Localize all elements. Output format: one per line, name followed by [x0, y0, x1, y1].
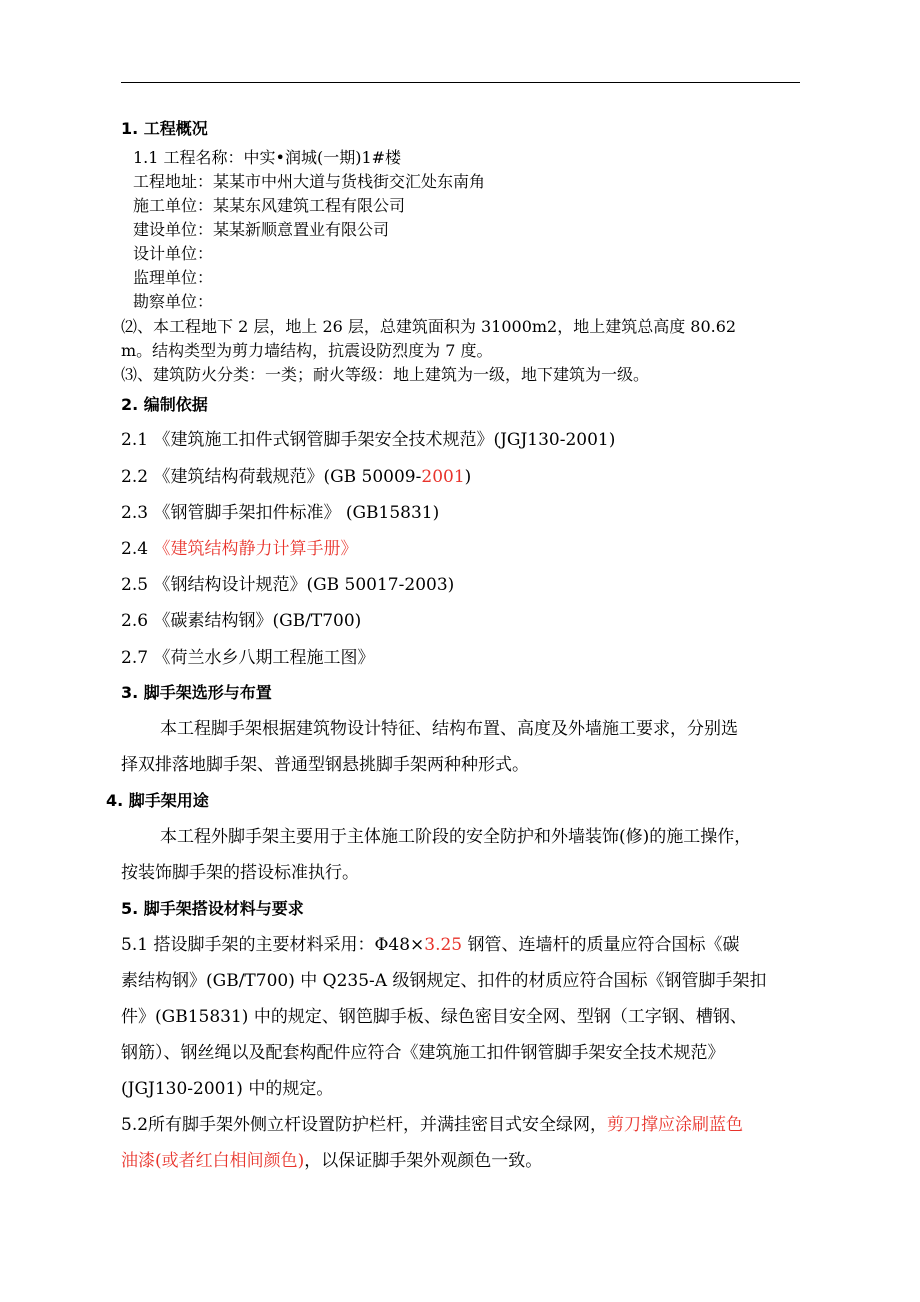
- materials-line-1: 5.1 搭设脚手架的主要材料采用：Φ48×3.25 钢管、连墙杆的质量应符合国标《碳: [121, 935, 740, 955]
- contractor: 施工单位：某某东风建筑工程有限公司: [133, 196, 406, 215]
- basis-item-6: 2.6 《碳素结构钢》(GB/T700): [121, 611, 362, 631]
- materials-line-2: 素结构钢》(GB/T700) 中 Q235-A 级钢规定、扣件的材质应符合国标《钢管脚手架扣: [121, 971, 767, 991]
- basis-item-2: 2.2 《建筑结构荷载规范》(GB 50009-2001): [121, 467, 472, 487]
- basis-item-3: 2.3 《钢管脚手架扣件标准》 (GB15831): [121, 503, 440, 523]
- project-name: 1.1 工程名称：中实•润城(一期)1#楼: [133, 148, 402, 167]
- basis-item-1: 2.1 《建筑施工扣件式钢管脚手架安全技术规范》(JGJ130-2001): [121, 430, 616, 450]
- basis-item-4: 2.4 《建筑结构静力计算手册》: [121, 539, 358, 559]
- materials-line-3: 件》(GB15831) 中的规定、钢笆脚手板、绿色密目安全网、型钢（工字钢、槽钢、: [121, 1007, 747, 1027]
- supervisor: 监理单位：: [133, 268, 214, 287]
- section-3-para-line-1: 本工程脚手架根据建筑物设计特征、结构布置、高度及外墙施工要求，分别选: [160, 719, 738, 739]
- section-3-heading: 3. 脚手架选形与布置: [121, 683, 272, 702]
- section-1-heading: 1. 工程概况: [121, 119, 208, 138]
- materials-line-4: 钢筋）、钢丝绳以及配套构配件应符合《建筑施工扣件钢管脚手架安全技术规范》: [121, 1043, 725, 1063]
- materials-line-5: (JGJ130-2001) 中的规定。: [121, 1079, 334, 1099]
- header-rule: [121, 82, 800, 83]
- building-info-line-2: m。结构类型为剪力墙结构，抗震设防烈度为 7 度。: [121, 341, 493, 360]
- fire-classification: ⑶、建筑防火分类：一类；耐火等级：地上建筑为一级，地下建筑为一级。: [121, 365, 650, 384]
- designer: 设计单位：: [133, 244, 214, 263]
- owner: 建设单位：某某新顺意置业有限公司: [133, 220, 390, 239]
- building-info-line-1: ⑵、本工程地下 2 层，地上 26 层，总建筑面积为 31000m2，地上建筑总高度 80.62: [121, 317, 737, 336]
- section-4-para-line-1: 本工程外脚手架主要用于主体施工阶段的安全防护和外墙装饰(修)的施工操作，: [160, 827, 752, 847]
- railing-line-1: 5.2所有脚手架外侧立杆设置防护栏杆，并满挂密目式安全绿网，剪刀撑应涂刷蓝色: [121, 1115, 744, 1135]
- basis-item-5: 2.5 《钢结构设计规范》(GB 50017-2003): [121, 575, 455, 595]
- section-3-para-line-2: 择双排落地脚手架、普通型钢悬挑脚手架两种种形式。: [121, 755, 529, 775]
- section-5-heading: 5. 脚手架搭设材料与要求: [121, 899, 304, 918]
- project-address: 工程地址：某某市中州大道与货栈街交汇处东南角: [133, 172, 486, 191]
- section-2-heading: 2. 编制依据: [121, 395, 208, 414]
- railing-line-2: 油漆(或者红白相间颜色)，以保证脚手架外观颜色一致。: [121, 1151, 543, 1171]
- section-4-para-line-2: 按装饰脚手架的搭设标准执行。: [121, 863, 359, 883]
- basis-item-7: 2.7 《荷兰水乡八期工程施工图》: [121, 648, 375, 668]
- surveyor: 勘察单位：: [133, 292, 214, 311]
- section-4-heading: 4. 脚手架用途: [106, 791, 209, 810]
